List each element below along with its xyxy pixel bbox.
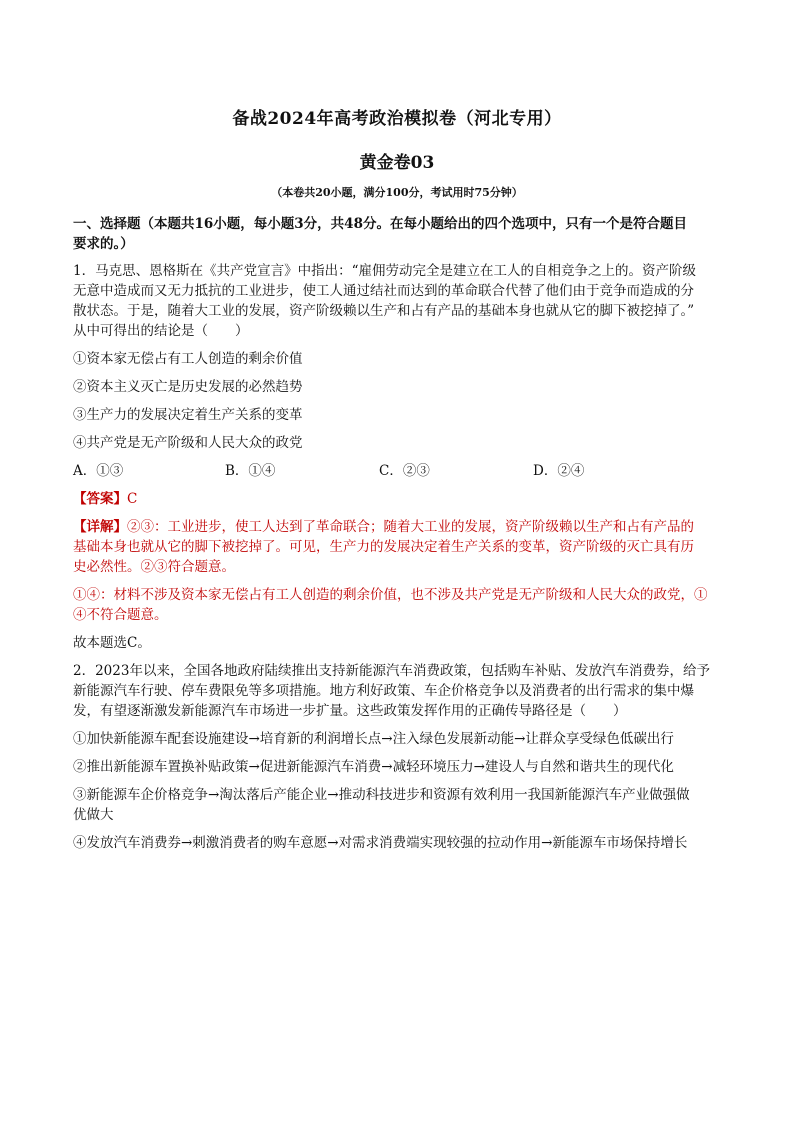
section-heading: [73, 214, 723, 254]
exam-content: [73, 214, 723, 861]
q1-stem-line: 无意中造成而又无力抵抗的工业进步，使工人通过结社而达到的革命联合代替了他们由于竞争而造成的分: [73, 283, 694, 299]
q1-stem-line: 1．马克思、恩格斯在《共产党宣言》中指出：“雇佣劳动完全是建立在工人的自相竞争之上的。资产阶级: [73, 263, 696, 279]
q1-detail-line: 基础本身也就从它的脚下被挖掉了。可见，生产力的发展决定着生产关系的变革，资产阶级的灭亡具有历: [73, 539, 694, 555]
exam-note: （本卷共20小题，满分100分，考试用时75分钟）: [271, 186, 523, 199]
q2-stem-line: 2．2023年以来，全国各地政府陆续推出支持新能源汽车消费政策，包括购车补贴、发放汽车消费券，给予: [73, 663, 710, 679]
exam-title: 备战2024年高考政治模拟卷（河北专用）: [232, 109, 562, 129]
exam-subtitle: 黄金卷03: [359, 153, 435, 173]
q1-detail: [73, 517, 723, 577]
question-1-stem: [73, 261, 723, 341]
q1-detail-line: [73, 517, 723, 537]
q1-conclusion: 故本题选C。: [73, 635, 151, 651]
q1-option-b: B．①④: [225, 463, 276, 479]
question-2-stem: [73, 661, 723, 721]
q1-detail2-line: ④不符合题意。: [73, 607, 168, 623]
q2-item-3-line: ③新能源车企价格竞争→淘汰落后产能企业→推动科技进步和资源有效利用一我国新能源汽车产业做强做: [73, 787, 690, 803]
section-line-2: 要求的。）: [73, 236, 134, 252]
q1-option-d: D．②④: [533, 463, 585, 479]
q2-stem-line: 新能源汽车行驶、停车费限免等多项措施。地方利好政策、车企价格竞争以及消费者的出行需求的集中爆: [73, 683, 694, 699]
q1-answer: [73, 489, 723, 509]
q1-options: [73, 461, 723, 481]
answer-tag: 【答案】: [73, 491, 127, 507]
q2-item-1: ①加快新能源车配套设施建设→培育新的利润增长点→注入绿色发展新动能→让群众享受绿色低碳出行: [73, 731, 674, 747]
q1-option-a: A．①③: [73, 463, 124, 479]
q2-item-2: ②推出新能源车置换补贴政策→促进新能源汽车消费→减轻环境压力→建设人与自然和谐共生的现代化: [73, 759, 674, 775]
q2-item-3-line: 优做大: [73, 807, 114, 823]
answer-value: C: [127, 491, 138, 507]
q1-option-c: C．②③: [379, 463, 430, 479]
q1-detail2-line: ①④：材料不涉及资本家无偿占有工人创造的剩余价值，也不涉及共产党是无产阶级和人民大众的政党，①: [73, 587, 708, 603]
q2-stem-line: 发，有望逐渐激发新能源汽车市场进一步扩量。这些政策发挥作用的正确传导路径是（ ）: [73, 703, 627, 719]
q1-item-1: ①资本家无偿占有工人创造的剩余价值: [73, 351, 303, 367]
q1-detail-2: [73, 585, 723, 625]
section-line-1: 一、选择题（本题共16小题，每小题3分，共48分。在每小题给出的四个选项中，只有一个是符合题目: [73, 216, 687, 232]
q1-stem-line: 散状态。于是，随着大工业的发展，资产阶级赖以生产和占有产品的基础本身也就从它的脚下被挖掉了。”: [73, 303, 695, 319]
q2-item-4: ④发放汽车消费券→刺激消费者的购车意愿→对需求消费端实现较强的拉动作用→新能源车市场保持增长: [73, 835, 688, 851]
q1-detail-line: 史必然性。②③符合题意。: [73, 559, 235, 575]
detail-tag: 【详解】: [73, 519, 127, 535]
q2-item-3: [73, 785, 723, 825]
q1-detail-text: ②③：工业进步，使工人达到了革命联合；随着大工业的发展，资产阶级赖以生产和占有产品的: [127, 519, 694, 535]
q1-item-2: ②资本主义灭亡是历史发展的必然趋势: [73, 379, 303, 395]
q1-item-3: ③生产力的发展决定着生产关系的变革: [73, 407, 303, 423]
q1-item-4: ④共产党是无产阶级和人民大众的政党: [73, 435, 303, 451]
q1-stem-line: 从中可得出的结论是（ ）: [73, 323, 249, 339]
